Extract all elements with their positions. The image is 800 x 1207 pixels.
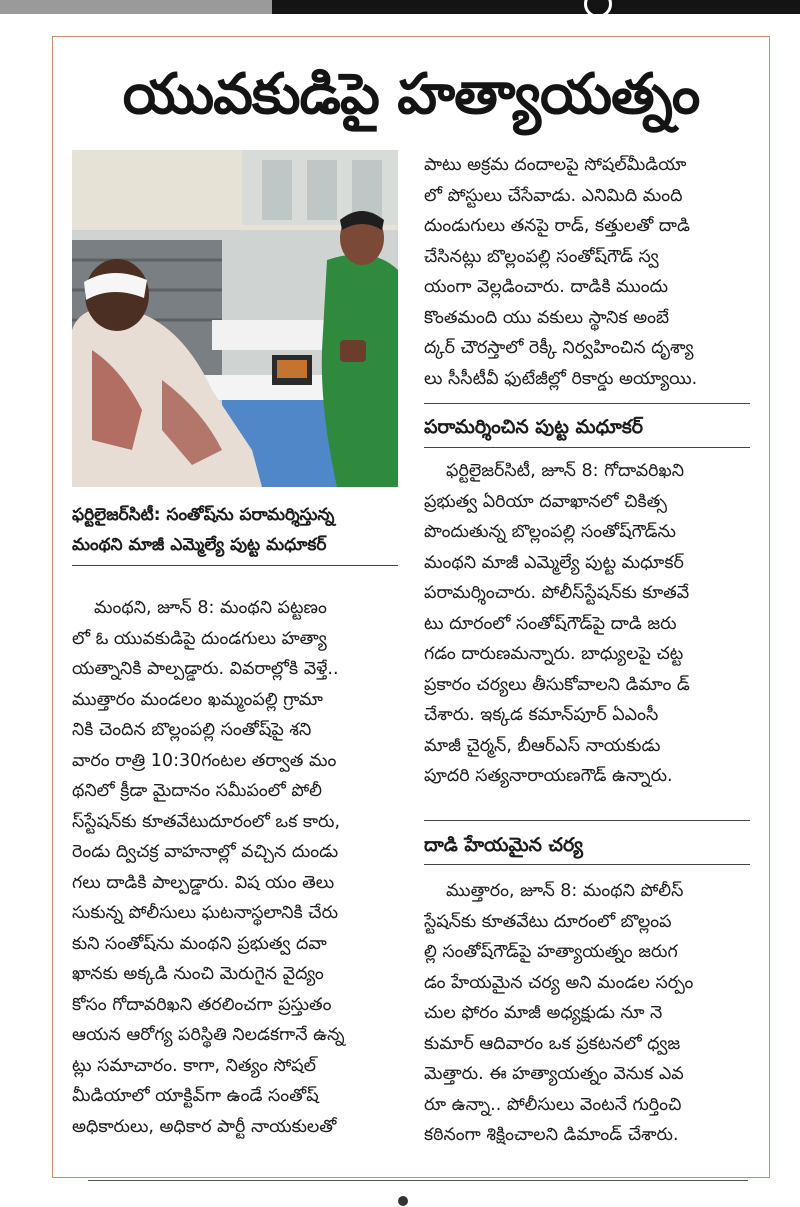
subhead-condolence: పరామర్శించిన పుట్ట మధూకర్ [424,416,644,438]
caption-line: మంథని మాజీ ఎమ్మెల్యే పుట్ట మధూకర్ [72,535,327,555]
body-line: ముత్తారం మండలం ఖమ్మంపల్లి గ్రామా [72,689,323,710]
subhead-2-top-rule [424,820,750,821]
subhead-1-bottom-rule [424,447,750,448]
page-end-dot [398,1196,408,1206]
body-line: ఆయన ఆరోగ్య పరిస్థితి నిలడకగానే ఉన్న [72,1025,345,1045]
body-line: థనిలో క్రీడా మైదానం సమీపంలో పోలీ [72,781,322,801]
caption-line: ఫర్టిలైజర్‌సిటీ: సంతోష్‌ను పరామర్శిస్తున్న [72,505,335,525]
body-line: ల్లి సంతోష్‌గౌడ్‌పై హత్యాయత్నం జరుగ [424,942,678,962]
body-line: ఫర్టిలైజర్‌సిటీ, జూన్ 8: గోదావరిఖని [446,461,685,481]
masthead-black-strip [272,0,800,14]
body-line: పాటు అక్రమ దందాలపై సోషల్‌మీడియా [424,155,687,175]
body-line: మీడియాలో యాక్టివ్‌గా ఉండే సంతోష్ [72,1086,319,1106]
body-line: గడం దారుణమన్నారు. బాధ్యులపై చట్ట [424,644,684,664]
body-line: ట్లు సమాచారం. కాగా, నిత్యం సోషల్ [72,1055,317,1076]
body-line: ప్రకారం చర్యలు తీసుకోవాలని డిమాం డ్ [424,674,690,695]
photo-caption [72,500,398,560]
subhead-1-top-rule [424,403,750,404]
body-line: సుకున్న పోలీసులు ఘటనాస్థలానికి చేరు [72,903,339,923]
body-line: రూ ఉన్నా.. పోలీసులు వెంటనే గుర్తించి [424,1094,682,1115]
body-line: స్‌స్టేషన్‌కు కూతవేటుదూరంలో ఒక కారు, [72,811,341,832]
bottom-rule [88,1180,748,1181]
body-line: ద్కర్ చౌరస్తాలో రెక్కీ నిర్వహించిన దృశ్యా [424,338,694,358]
masthead-band [0,0,800,14]
body-line: స్టేషన్‌కు కూతవేటు దూరంలో బొల్లంప [424,911,672,932]
article-column-right-bottom [424,876,750,1151]
body-line: పరామర్శించారు. పోలీస్‌స్టేషన్‌కు కూతవే [424,583,690,603]
body-line: మంథని, జూన్ 8: మంథని పట్టణం [94,598,327,618]
body-line: రెండు ద్విచక్ర వాహనాల్లో వచ్చిన దుండు [72,842,339,862]
headline: యువకుడిపై హత్యాయత్నం [122,62,700,127]
body-line: యంగా వెల్లడించారు. దాడికి ముందు [424,277,669,297]
body-line: కొంతమంది యు వకులు స్థానిక అంబే [424,307,670,328]
caption-divider [72,565,398,566]
body-line: నికి చెందిన బొల్లంపల్లి సంతోష్‌పై శని [72,720,312,740]
body-line: చేసినట్లు బొల్లంపల్లి సంతోష్‌గౌడ్ స్వ [424,246,659,267]
body-line: కోసం గోదావరిఖని తరలించగా ప్రస్తుతం [72,994,332,1015]
body-line: పూదరి సత్యనారాయణగౌడ్ ఉన్నారు. [424,766,673,786]
body-line: ఖానకు అక్కడి నుంచి మెరుగైన వైద్యం [72,964,324,984]
body-line: చుల ఫోరం మాజీ అధ్యక్షుడు నూ నె [424,1003,663,1023]
body-line: దుండుగులు తనపై రాడ్, కత్తులతో దాడి [424,216,690,236]
article-column-right-top [424,150,750,394]
body-line: టు దూరంలో సంతోష్‌గౌడ్‌పై దాడి జరు [424,613,677,634]
article-column-right-mid [424,456,750,792]
body-line: లో ఓ యువకుడిపై దుండగులు హత్యా [72,628,327,649]
body-line: ప్రభుత్వ ఏరియా దవాఖానలో చికిత్స [424,491,667,512]
body-line: చేశారు. ఇక్కడ కమాన్‌పూర్ ఏఎంసీ [424,705,659,725]
body-line: ముత్తారం, జూన్ 8: మంథని పోలీస్ [446,881,684,901]
body-line: లు సీసీటీవీ ఫుటేజీల్లో రికార్డు అయ్యాయి. [424,368,698,389]
article-column-left [72,593,398,1142]
body-line: మంథని మాజీ ఎమ్మెల్యే పుట్ట మధూకర్ [424,552,684,573]
news-photo [72,150,398,487]
body-line: మాజీ చైర్మన్, బీఆర్‌ఎస్ నాయకుడు [424,735,661,756]
masthead-gray-strip [0,0,272,14]
body-line: లో పోస్టులు చేసేవాడు. ఎనిమిది మంది [424,185,683,206]
body-line: కుని సంతోష్‌ను మంథని ప్రభుత్వ దవా [72,933,327,954]
body-line: వారం రాత్రి 10:30గంటల తర్వాత మం [72,750,337,771]
body-line: పొందుతున్న బొల్లంపల్లి సంతోష్‌గౌడ్‌ను [424,522,676,542]
body-line: మెత్తారు. ఈ హత్యాయత్నం వెనుక ఎవ [424,1064,684,1084]
body-line: అధికారులు, అధికార పార్టీ నాయకులతో [72,1116,337,1137]
subhead-2-bottom-rule [424,864,750,865]
body-line: కుమార్ ఆదివారం ఒక ప్రకటనలో ధ్వజ [424,1033,681,1054]
masthead-logo-mark [584,0,612,18]
body-line: డం హేయమైన చర్య అని మండల సర్పం [424,972,694,993]
body-line: కఠినంగా శిక్షించాలని డిమాండ్ చేశారు. [424,1125,679,1145]
subhead-heinous-act: దాడి హేయమైన చర్య [424,834,583,856]
body-line: యత్నానికి పాల్పడ్డారు. వివరాల్లోకి వెళ్తే.. [72,659,339,679]
body-line: గలు దాడికి పాల్పడ్డారు. విష యం తెలు [72,872,335,893]
